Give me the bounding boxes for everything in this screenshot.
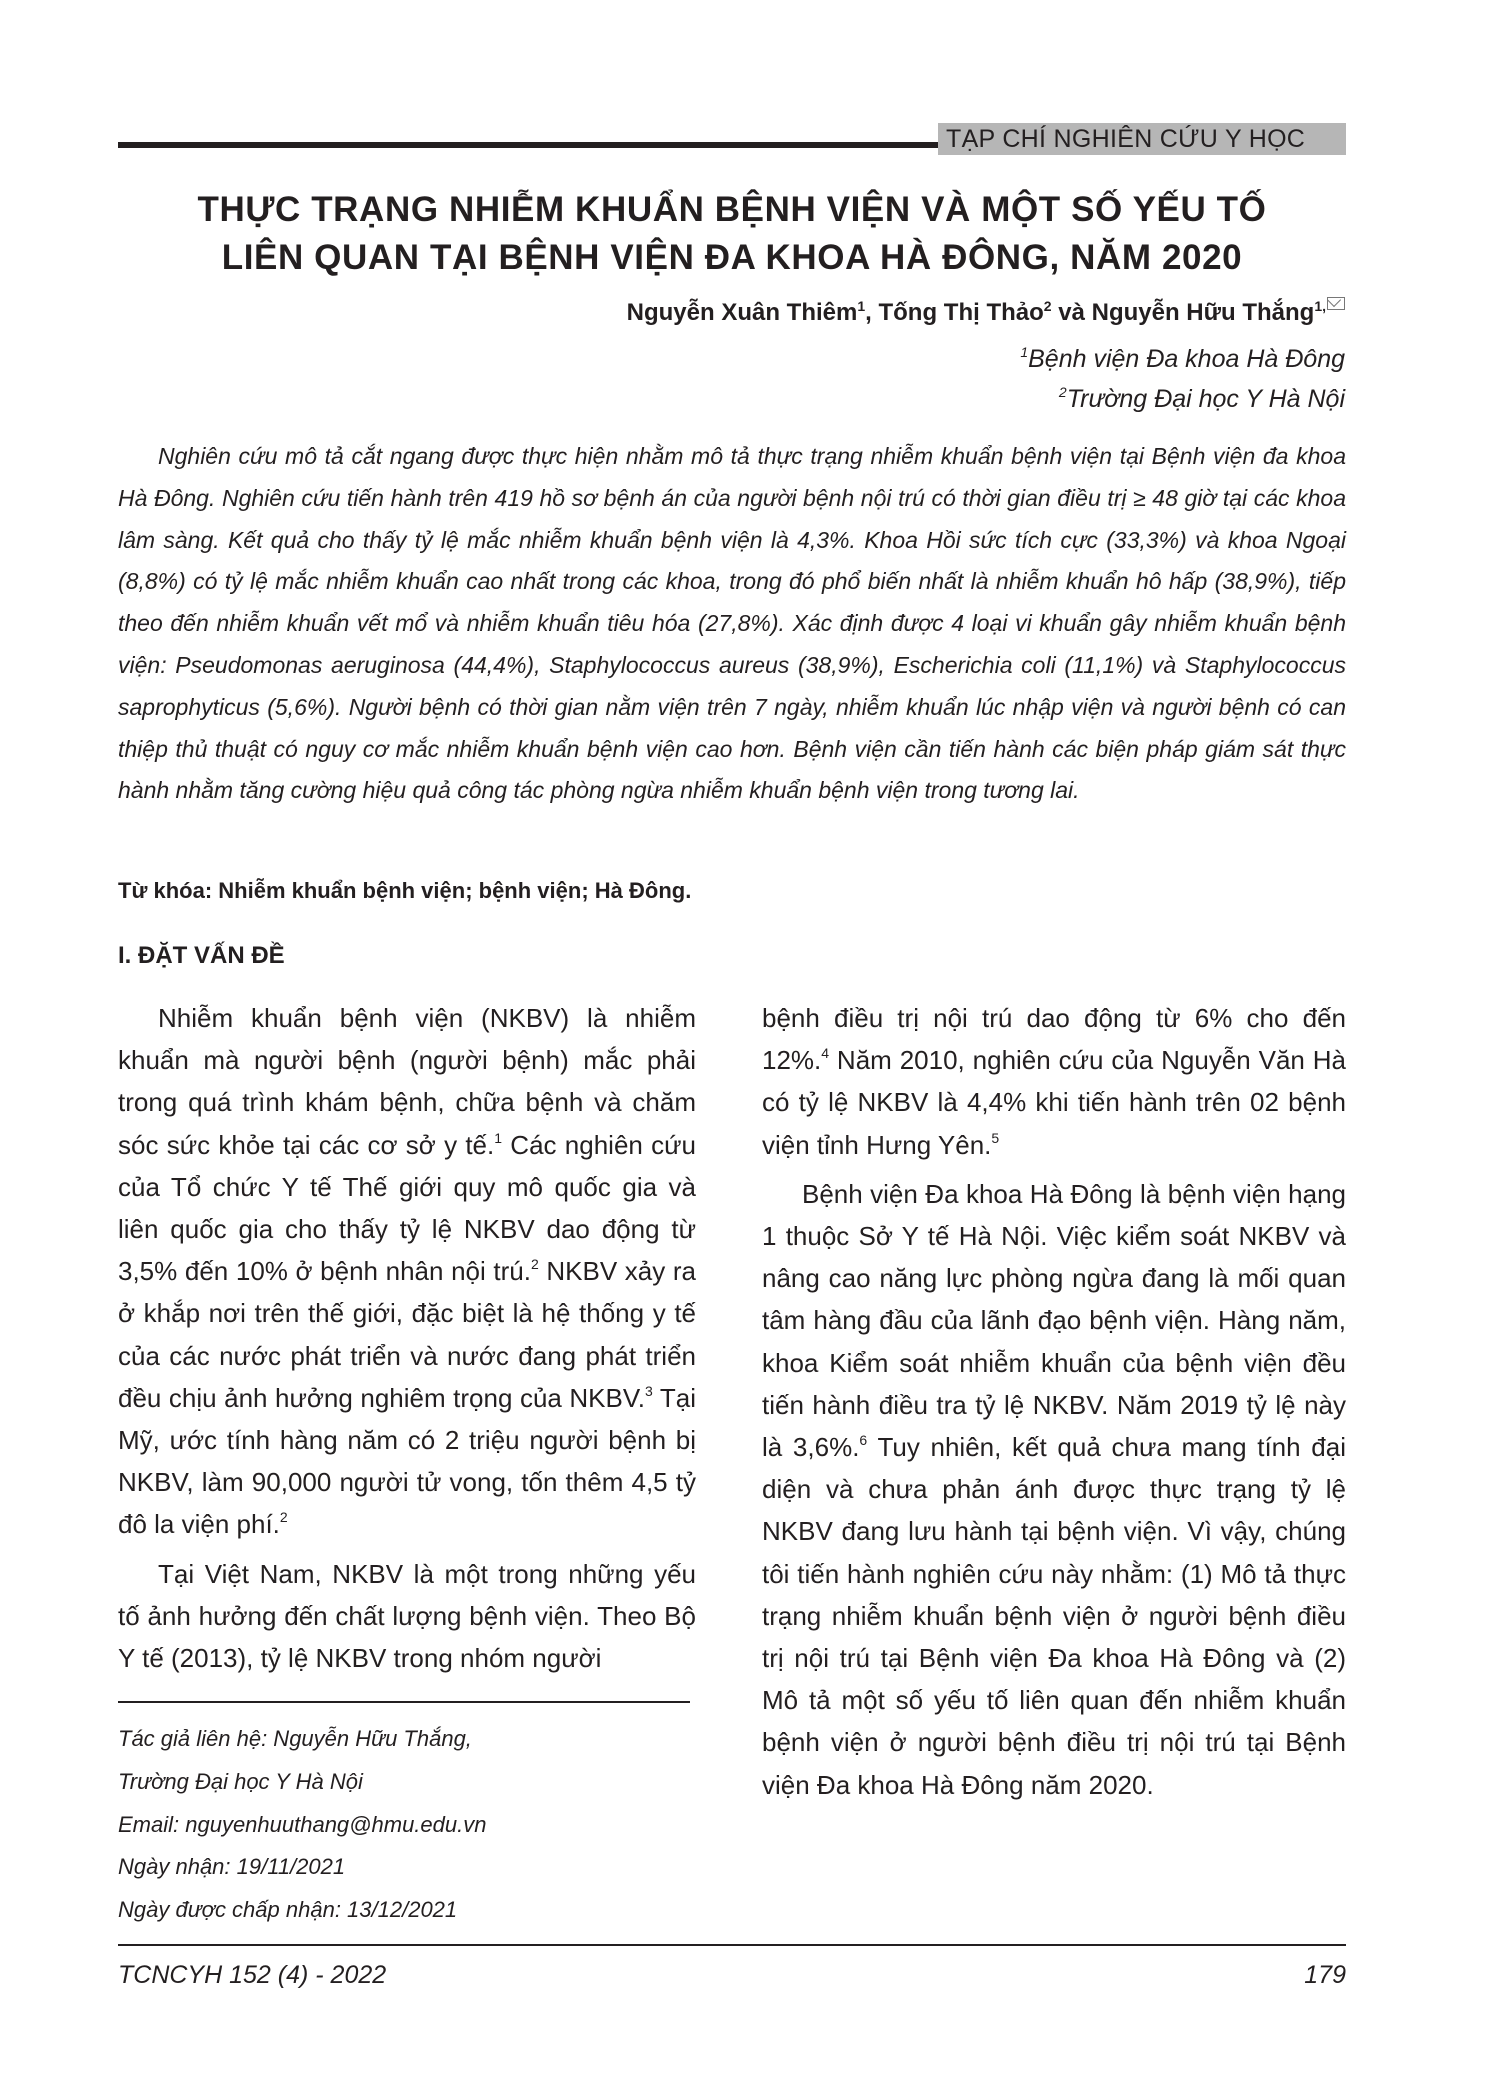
title-line-1: THỰC TRẠNG NHIỄM KHUẨN BỆNH VIỆN VÀ MỘT SỐ YẾU TỐ [197, 190, 1267, 229]
footnote-rule [118, 1701, 690, 1703]
affiliation-2 [1059, 374, 1345, 417]
body-paragraph [118, 997, 696, 1546]
citation-ref: 5 [991, 1129, 1000, 1146]
text-run: NKBV xảy ra ở khắp nơi trên thế giới, đặc biệt là hệ thống y tế của các nước phát triển và nước đang phát triển đều chịu ảnh hưởng nghiêm trọng của NKBV. [118, 1256, 696, 1413]
keywords: Từ khóa: Nhiễm khuẩn bệnh viện; bệnh viện; Hà Đông. [118, 878, 692, 903]
correspondence-line: Trường Đại học Y Hà Nội [118, 1768, 363, 1794]
author-list [627, 288, 1345, 331]
affiliation-sup: 2 [1058, 384, 1067, 400]
citation-ref: 2 [279, 1509, 288, 1526]
title-line-2: LIÊN QUAN TẠI BỆNH VIỆN ĐA KHOA HÀ ĐÔNG, NĂM 2020 [221, 238, 1243, 277]
citation-ref: 3 [645, 1382, 653, 1399]
article-title [118, 186, 1346, 282]
text-run: Tại Mỹ, ước tính hàng năm có 2 triệu người bệnh bị NKBV, làm 90,000 người tử vong, tốn thêm 4,5 tỷ đô la viện phí. [118, 1382, 696, 1540]
accepted-date: Ngày được chấp nhận: 13/12/2021 [118, 1897, 458, 1923]
body-paragraph: Tại Việt Nam, NKBV là một trong những yếu tố ảnh hưởng đến chất lượng bệnh viện. Theo Bộ Y tế (2013), tỷ lệ NKBV trong nhóm người [118, 1558, 696, 1674]
author-affil-sup: 1 [857, 298, 866, 314]
text-run: Năm 2010, nghiên cứu của Nguyễn Văn Hà có tỷ lệ NKBV là 4,4% khi tiến hành trên 02 bệnh viện tỉnh Hưng Yên. [762, 1045, 1346, 1160]
affiliation-sup: 1 [1020, 344, 1029, 360]
citation-ref: 6 [859, 1432, 868, 1449]
text-run: Nhiễm khuẩn bệnh viện (NKBV) là nhiễm khuẩn mà người bệnh (người bệnh) mắc phải trong quá trình khám bệnh, chữa bệnh và chăm sóc sức khỏe tại các cơ sở y tế. [118, 1003, 696, 1160]
citation-ref: 2 [530, 1256, 539, 1273]
text-run: Bệnh viện Đa khoa Hà Đông là bệnh viện hạng 1 thuộc Sở Y tế Hà Nội. Việc kiểm soát NKBV và nâng cao năng lực phòng ngừa đang là mối quan tâm hàng đầu của lãnh đạo bệnh viện. Hàng năm, khoa Kiểm soát nhiễm khuẩn của bệnh viện đều tiến hành điều tra tỷ lệ NKBV. Năm 2019 tỷ lệ này là 3,6%. [762, 1178, 1346, 1463]
affiliation-1 [1020, 334, 1345, 377]
journal-name-banner: TẠP CHÍ NGHIÊN CỨU Y HỌC [938, 123, 1346, 155]
section-heading: I. ĐẶT VẤN ĐỀ [118, 942, 285, 969]
abstract: Nghiên cứu mô tả cắt ngang được thực hiện nhằm mô tả thực trạng nhiễm khuẩn bệnh viện tại Bệnh viện đa khoa Hà Đông. Nghiên cứu tiến hành trên 419 hồ sơ bệnh án của người bệnh nội trú có thời gian điều trị ≥ 48 giờ tại các khoa lâm sàng. Kết quả cho thấy tỷ lệ mắc nhiễm khuẩn bệnh viện là 4,3%. Khoa Hồi sức tích cực (33,3%) và khoa Ngoại (8,8%) có tỷ lệ mắc nhiễm khuẩn cao nhất trong các khoa, trong đó phổ biến nhất là nhiễm khuẩn hô hấp (38,9%), tiếp theo đến nhiễm khuẩn vết mổ và nhiễm khuẩn tiêu hóa (27,8%). Xác định được 4 loại vi khuẩn gây nhiễm khuẩn bệnh viện: Pseudomonas aeruginosa (44,4%), Staphylococcus aureus (38,9%), Escherichia coli (11,1%) và Staphylococcus saprophyticus (5,6%). Người bệnh có thời gian nằm viện trên 7 ngày, nhiễm khuẩn lúc nhập viện và người bệnh có can thiệp thủ thuật có nguy cơ mắc nhiễm khuẩn bệnh viện cao hơn. Bệnh viện cần tiến hành các biện pháp giám sát thực hành nhằm tăng cường hiệu quả công tác phòng ngừa nhiễm khuẩn bệnh viện trong tương lai. [118, 443, 1346, 804]
correspondence-line: Tác giả liên hệ: Nguyễn Hữu Thắng, [118, 1726, 472, 1751]
page-number: 179 [1304, 1961, 1346, 1989]
author-affil-sup: 2 [1043, 298, 1052, 314]
header-rule [118, 142, 938, 148]
body-paragraph [762, 1173, 1346, 1806]
mail-icon [1327, 297, 1345, 310]
author-affil-sup: 1, [1314, 298, 1326, 314]
citation-ref: 4 [821, 1045, 830, 1062]
correspondence-note [118, 1718, 486, 1932]
author-name: Nguyễn Xuân Thiêm [626, 299, 858, 326]
affiliation-name: Trường Đại học Y Hà Nội [1066, 385, 1345, 413]
affiliation-name: Bệnh viện Đa khoa Hà Đông [1028, 345, 1345, 373]
citation-ref: 1 [494, 1129, 503, 1146]
author-name: Tống Thị Thảo [878, 299, 1044, 326]
text-run: Các nghiên cứu của Tổ chức Y tế Thế giới quy mô quốc gia và liên quốc gia cho thấy tỷ lệ NKBV dao động từ 3,5% đến 10% ở bệnh nhân nội trú. [118, 1129, 696, 1287]
text-run: bệnh điều trị nội trú dao động từ 6% cho đến 12%. [762, 1003, 1346, 1076]
body-column-left [118, 997, 696, 1686]
body-paragraph [762, 997, 1346, 1166]
author-separator: , [865, 299, 879, 326]
author-separator: và [1051, 299, 1092, 326]
correspondence-email: Email: nguyenhuuthang@hmu.edu.vn [118, 1811, 487, 1837]
body-column-right [762, 997, 1346, 1813]
journal-issue: TCNCYH 152 (4) - 2022 [118, 1961, 387, 1989]
text-run: Tuy nhiên, kết quả chưa mang tính đại diện và chưa phản ánh được thực trạng tỷ lệ NKBV đang lưu hành tại bệnh viện. Vì vậy, chúng tôi tiến hành nghiên cứu này nhằm: (1) Mô tả thực trạng nhiễm khuẩn bệnh viện ở người bệnh điều trị nội trú tại Bệnh viện Đa khoa Hà Đông và (2) Mô tả một số yếu tố liên quan đến nhiễm khuẩn bệnh viện ở người bệnh điều trị nội trú tại Bệnh viện Đa khoa Hà Đông năm 2020. [762, 1432, 1346, 1800]
author-name: Nguyễn Hữu Thắng [1091, 299, 1315, 326]
footer-rule [118, 1944, 1346, 1946]
received-date: Ngày nhận: 19/11/2021 [118, 1854, 346, 1880]
